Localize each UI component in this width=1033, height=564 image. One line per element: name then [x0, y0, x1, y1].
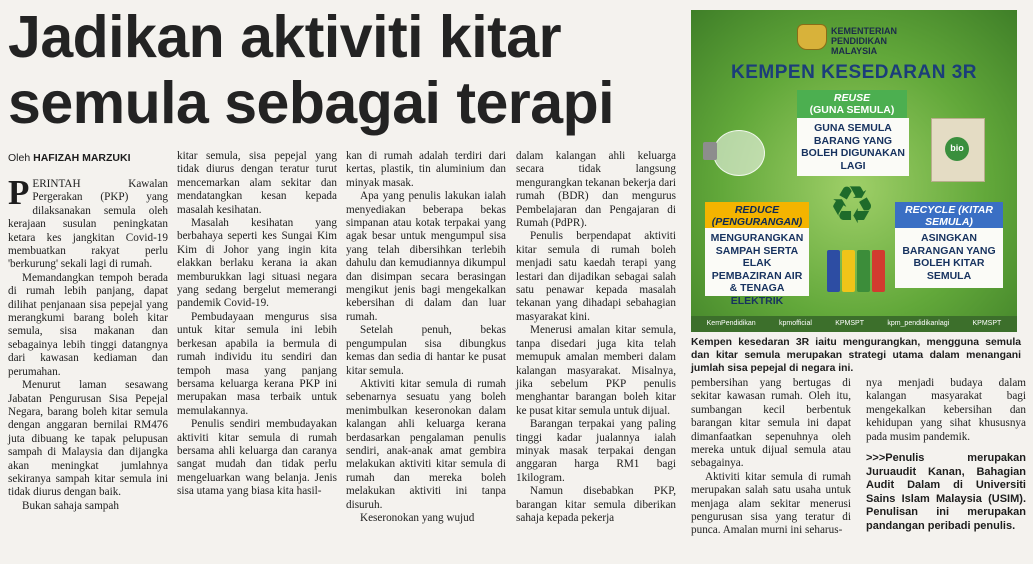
article-column-5	[691, 377, 851, 538]
paragraph: kitar semula, sisa pepejal yang tidak diurus dengan teratur turut mencemarkan alam sekitar dan mendatangkan kesan kepada masalah kesihatan.	[177, 150, 337, 216]
poster-caption: Kempen kesedaran 3R iaitu mengurangkan, mengguna semula dan kitar semula merupakan strategi utama dalam menangani jumlah sisa pepejal di negara ini.	[691, 337, 1021, 374]
paragraph: Barangan terpakai yang paling tinggi kadar jualannya ialah minyak masak terpakai dengan anggaran harga RM1 bagi 1kilogram.	[516, 418, 676, 484]
social-media-bar	[691, 316, 1017, 332]
bulb-base-icon	[703, 142, 717, 160]
article-column-2	[177, 150, 337, 499]
ministry-name: KEMENTERIAN PENDIDIKAN MALAYSIA	[831, 26, 898, 56]
social-handle: KPMSPT	[972, 320, 1002, 327]
article-column-6	[866, 377, 1026, 533]
reduce-tag: REDUCE (PENGURANGAN)	[705, 202, 809, 230]
recycle-icon: ♻	[828, 176, 876, 236]
byline-prefix: Oleh	[8, 152, 31, 164]
paragraph: Penulis sendiri membudayakan aktiviti kitar semula di rumah bersama ahli keluarga dan caranya sangat mudah dan tidak perlu mengeluarkan wang belanja. Jenis sisa utama yang biasa kita hasil-	[177, 418, 337, 498]
byline-author: HAFIZAH MARZUKI	[33, 152, 131, 164]
social-handle: KPMSPT	[835, 320, 865, 327]
article-column-3	[346, 150, 506, 525]
reuse-tag: REUSE (GUNA SEMULA)	[797, 90, 907, 118]
campaign-title: KEMPEN KESEDARAN 3R	[731, 62, 977, 83]
paragraph: Aktiviti kitar semula di rumah merupakan salah satu usaha untuk menjaga alam sekitar menerusi pengurusan sisa yang teratur di punca. Amalan murni ini seharus-	[691, 470, 851, 537]
social-handle: kpmofficial	[778, 320, 812, 327]
paragraph: Apa yang penulis lakukan ialah menyediakan beberapa bekas simpanan atau kotak terpakai yang agak besar untuk mengumpul sisa yang telah dibersihkan terlebih dahulu dan kemudiannya dikumpul dan disimpan secara berasingan mengikut jenis bagi mengekalkan kebersihan di dalam dan luar rumah.	[346, 190, 506, 323]
author-note: >>>Penulis merupakan Juruaudit Kanan, Bahagian Audit Dalam di Universiti Sains Islam Malaysia (USIM). Penulisan ini merupakan pandangan peribadi penulis.	[866, 452, 1026, 532]
reduce-description: MENGURANGKAN SAMPAH SERTA ELAK PEMBAZIRAN AIR & TENAGA ELEKTRIK	[705, 228, 809, 296]
bag-label: bio	[950, 143, 964, 153]
social-handle: KemPendidikan	[706, 320, 756, 327]
byline	[8, 152, 131, 164]
crest-icon	[797, 24, 827, 50]
article-column-4	[516, 150, 676, 525]
paragraph: pembersihan yang bertugas di sekitar kawasan rumah. Oleh itu, sumbangan kecil berbentuk barangan kitar semula ini dapat dimanfaatkan sepenuhnya oleh mereka untuk dijual semula atau sebagainya.	[691, 377, 851, 470]
paragraph: PERINTAH Kawalan Pergerakan (PKP) yang dilaksanakan semula oleh kerajaan susulan peningkatan ketara kes jangkitan Covid-19 membuatkan rakyat perlu 'berkurung' sekali lagi di rumah.	[8, 173, 168, 271]
paragraph: Menurut laman sesawang Jabatan Pengurusan Sisa Pepejal Negara, barang boleh kitar semula dengan anggaran bernilai RM476 juta dibuang ke tapak pelupusan sampah di Malaysia dan dijangka akan meningkat jumlahnya sekiranya sampah kitar semula ini tidak diurus dengan baik.	[8, 379, 168, 499]
paragraph: dalam kalangan ahli keluarga secara tidak langsung mengurangkan tekanan bekerja dari rumah (BDR) dan mengurus Pembelajaran dan Pengajaran di Rumah (PdPR).	[516, 150, 676, 230]
social-handle: kpm_pendidikanlagi	[887, 320, 950, 327]
paragraph: Bukan sahaja sampah	[22, 499, 119, 512]
paragraph: Namun disebabkan PKP, barangan kitar semula diberikan sahaja kepada pekerja	[516, 485, 676, 524]
reuse-description: GUNA SEMULA BARANG YANG BOLEH DIGUNAKAN LAGI	[797, 118, 909, 176]
recycling-bins-icon	[827, 248, 887, 292]
paragraph: Setelah penuh, bekas pengumpulan sisa dibungkus kemas dan sedia di hantar ke pusat kitar semula.	[346, 324, 506, 377]
paragraph: Pembudayaan mengurus sisa untuk kitar semula ini lebih berkesan apabila ia bermula di rumah individu itu sendiri dan tempoh masa yang panjang bersama keluarga kerana PKP ini merupakan masa terbaik untuk memulakannya.	[177, 310, 337, 417]
headline	[8, 4, 688, 136]
paragraph: Aktiviti kitar semula di rumah sebenarnya sesuatu yang boleh menimbulkan keseronokan dalam kalangan ahli keluarga kerana berdasarkan pengalaman penulis sendiri, anak-anak amat gembira melakukan aktiviti kitar semula di rumah dan mereka boleh melakukan aktiviti ini tanpa disuruh.	[346, 377, 506, 511]
reusable-bag-icon	[931, 118, 985, 182]
light-bulb-icon	[713, 130, 765, 176]
paragraph: Masalah kesihatan yang berbahaya seperti kes Sungai Kim Kim di Johor yang ingin kita elakkan berlaku kerana ia akan memburukkan lagi situasi negara yang sedang bergelut memerangi pandemik Covid-19.	[177, 217, 337, 310]
headline-line-2: semula sebagai terapi	[8, 70, 615, 136]
headline-line-1: Jadikan aktiviti kitar	[8, 4, 562, 70]
paragraph: Memandangkan tempoh berada di rumah lebih panjang, dapat dilihat penjanaan sisa pepejal yang merangkumi barang boleh kitar semula, sisa makanan dan sebagainya lebih tinggi datangnya dari kawasan kediaman dan perumahan.	[8, 271, 168, 378]
dropcap: P	[8, 173, 30, 212]
paragraph: Menerusi amalan kitar semula, tanpa disedari juga kita telah memupuk amalan memberi dalam kalangan masyarakat. Misalnya, jika sebelum PKP penulis menghantar barangan boleh kitar ke pusat kitar semula untuk dijual.	[516, 324, 676, 417]
paragraph: kan di rumah adalah terdiri dari kertas, plastik, tin aluminium dan minyak masak.	[346, 150, 506, 189]
paragraph: Penulis berpendapat aktiviti kitar semula di rumah boleh menjadi satu kaedah terapi yang lestari dan dijadikan sebagai salah satu penawar kepada masalah tekanan yang dihadapi sebahagian masyarakat kini.	[516, 230, 676, 323]
recycle-description: ASINGKAN BARANGAN YANG BOLEH KITAR SEMULA	[895, 228, 1003, 288]
paragraph: nya menjadi budaya dalam kalangan masyarakat bagi mengekalkan kebersihan dan kehidupan yang sihat khususnya pada musim pandemik.	[866, 377, 1026, 443]
campaign-poster	[691, 10, 1017, 332]
paragraph: Keseronokan yang wujud	[360, 511, 475, 524]
article-column-1	[8, 173, 168, 513]
recycle-tag: RECYCLE (KITAR SEMULA)	[895, 202, 1003, 230]
